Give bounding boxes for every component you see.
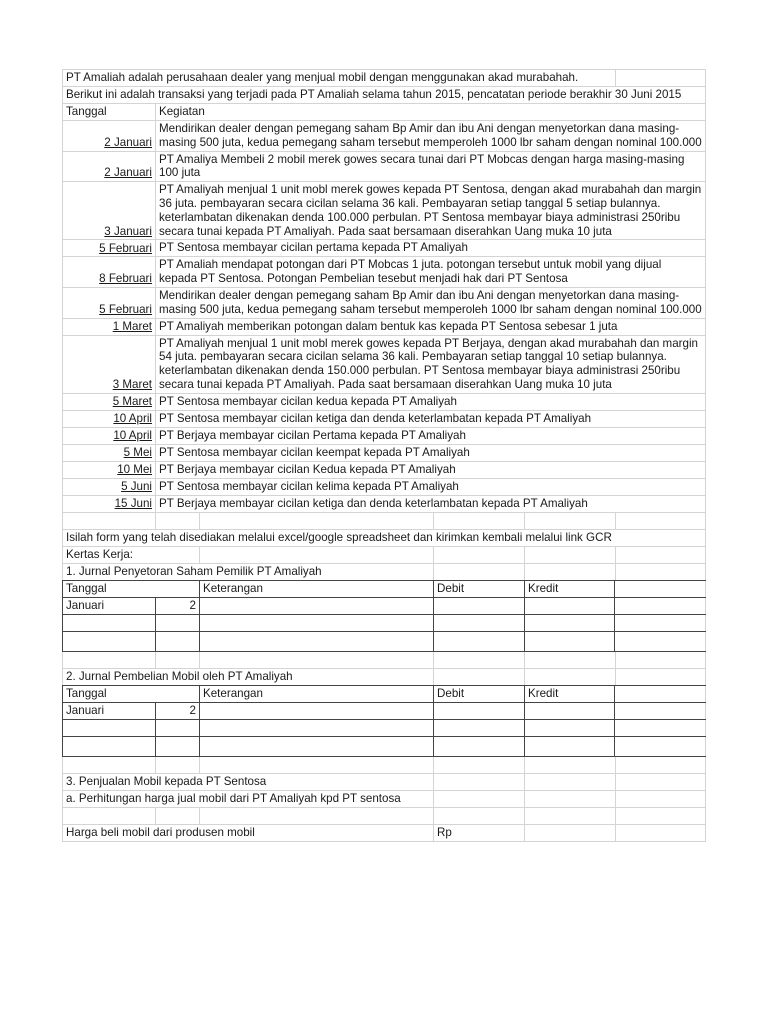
- transaction-text[interactable]: PT Amaliyah menjual 1 unit mobl merek gowes kepada PT Berjaya, dengan akad murabahah dan margin 54 juta. pembayaran secara cicilan selama 36 kali. Pembayaran setiap tanggal 10 setiap bulannya. keterlambatan dikenakan denda 150.000 perbulan. PT Sentosa membayar biaya administrasi 250ribu secara tunai kepada PT Amaliyah. Pada saat bersamaan diserahkan Uang muka 10 juta: [155, 336, 706, 393]
- journal-credit[interactable]: [524, 720, 615, 736]
- transaction-row: [62, 256, 706, 287]
- intro-line-2[interactable]: Berikut ini adalah transaksi yang terjadi pada PT Amaliah selama tahun 2015, pencatatan periode berakhir 30 Juni 2015: [62, 87, 706, 103]
- sheet-row: [62, 563, 706, 580]
- transaction-text[interactable]: PT Sentosa membayar cicilan pertama kepada PT Amaliyah: [155, 240, 706, 256]
- transaction-text[interactable]: PT Sentosa membayar cicilan kedua kepada PT Amaliyah: [155, 394, 706, 410]
- journal-day[interactable]: [155, 737, 199, 756]
- transaction-text[interactable]: PT Berjaya membayar cicilan Kedua kepada PT Amaliyah: [155, 462, 706, 478]
- journal-day[interactable]: [155, 632, 199, 651]
- journal-description-header[interactable]: Keterangan: [199, 581, 433, 597]
- cell[interactable]: [155, 652, 199, 668]
- sheet-row: [62, 529, 706, 546]
- cell[interactable]: [524, 791, 615, 807]
- cell[interactable]: [433, 808, 524, 824]
- journal-1-row: [62, 614, 706, 631]
- cell[interactable]: [615, 669, 706, 685]
- section-3-subtitle[interactable]: a. Perhitungan harga jual mobil dari PT Amaliyah kpd PT sentosa: [62, 791, 433, 807]
- transaction-date[interactable]: 5 Februari: [62, 288, 155, 318]
- cell[interactable]: [615, 632, 706, 651]
- cell[interactable]: [433, 564, 524, 580]
- journal-month[interactable]: [62, 632, 155, 651]
- empty-row: [62, 757, 706, 773]
- cell[interactable]: [62, 513, 155, 529]
- journal-credit[interactable]: [524, 632, 615, 651]
- journal-1-header-row: [62, 580, 706, 597]
- transaction-row: [62, 427, 706, 444]
- journal-1-row: [62, 631, 706, 652]
- purchase-price-label[interactable]: Harga beli mobil dari produsen mobil: [62, 825, 433, 841]
- journal-credit[interactable]: [524, 615, 615, 631]
- sheet-row: [62, 86, 706, 103]
- cell[interactable]: [62, 652, 155, 668]
- activity-header[interactable]: Kegiatan: [155, 104, 706, 120]
- journal-description[interactable]: [199, 703, 433, 719]
- transaction-text[interactable]: Mendirikan dealer dengan pemegang saham Bp Amir dan ibu Ani dengan menyetorkan dana masing-masing 500 juta, kedua pemegang saham tersebut memperoleh 1000 lbr saham dengan nominal 100.000: [155, 288, 706, 318]
- journal-2-row: [62, 736, 706, 757]
- cell[interactable]: [155, 757, 199, 773]
- transaction-row: [62, 461, 706, 478]
- cell[interactable]: [615, 615, 706, 631]
- transaction-row: [62, 151, 706, 182]
- journal-2-row: [62, 702, 706, 719]
- cell[interactable]: [524, 513, 615, 529]
- cell[interactable]: [615, 513, 706, 529]
- worksheet-label[interactable]: Kertas Kerja:: [62, 547, 199, 563]
- cell[interactable]: [615, 808, 706, 824]
- journal-month[interactable]: [62, 737, 155, 756]
- cell[interactable]: [433, 652, 524, 668]
- cell[interactable]: [433, 547, 524, 563]
- transaction-row: [62, 410, 706, 427]
- sheet-end: [62, 841, 706, 842]
- journal-1-title[interactable]: 1. Jurnal Penyetoran Saham Pemilik PT Amaliyah: [62, 564, 433, 580]
- transaction-row: [62, 478, 706, 495]
- transaction-date[interactable]: 5 Maret: [62, 394, 155, 410]
- transaction-text[interactable]: PT Sentosa membayar cicilan kelima kepada PT Amaliyah: [155, 479, 706, 495]
- transaction-text[interactable]: PT Amaliyah memberikan potongan dalam bentuk kas kepada PT Sentosa sebesar 1 juta: [155, 319, 706, 335]
- cell[interactable]: [433, 774, 524, 790]
- transaction-text[interactable]: PT Berjaya membayar cicilan ketiga dan denda keterlambatan kepada PT Amaliyah: [155, 496, 706, 512]
- cell[interactable]: [433, 757, 524, 773]
- journal-2-title[interactable]: 2. Jurnal Pembelian Mobil oleh PT Amaliyah: [62, 669, 433, 685]
- transaction-text[interactable]: PT Berjaya membayar cicilan Pertama kepada PT Amaliyah: [155, 428, 706, 444]
- journal-debit[interactable]: [433, 720, 524, 736]
- transaction-date[interactable]: 10 Mei: [62, 462, 155, 478]
- cell[interactable]: [615, 703, 706, 719]
- sheet-row: [62, 546, 706, 563]
- cell[interactable]: [524, 825, 615, 841]
- journal-debit-header[interactable]: Debit: [433, 686, 524, 702]
- journal-day[interactable]: [155, 720, 199, 736]
- spreadsheet: [62, 69, 706, 842]
- cell[interactable]: [199, 757, 433, 773]
- cell[interactable]: [615, 70, 706, 86]
- transaction-row: [62, 181, 706, 239]
- sheet-row: [62, 824, 706, 841]
- cell[interactable]: [524, 564, 615, 580]
- transaction-row: [62, 287, 706, 318]
- transaction-date[interactable]: 1 Maret: [62, 319, 155, 335]
- transaction-date[interactable]: 10 April: [62, 428, 155, 444]
- journal-debit-header[interactable]: Debit: [433, 581, 524, 597]
- transaction-date[interactable]: 5 Juni: [62, 479, 155, 495]
- journal-description[interactable]: [199, 615, 433, 631]
- transaction-date[interactable]: 5 Mei: [62, 445, 155, 461]
- cell[interactable]: [524, 547, 615, 563]
- sheet-row: [62, 790, 706, 807]
- cell[interactable]: [615, 791, 706, 807]
- transaction-date[interactable]: 2 Januari: [62, 121, 155, 151]
- cell[interactable]: [615, 652, 706, 668]
- journal-month[interactable]: Januari: [62, 703, 155, 719]
- cell[interactable]: [615, 547, 706, 563]
- transaction-text[interactable]: PT Amaliyah menjual 1 unit mobl merek gowes kepada PT Sentosa, dengan akad murabahah dan margin 36 juta. pembayaran secara cicilan selama 36 kali. Pembayaran setiap tanggal 5 setiap bulannya. keterlambatan dikenakan denda 100.000 perbulan. PT Sentosa membayar biaya administrasi 250ribu secara tunai kepada PT Amaliyah. Pada saat bersamaan diserahkan Uang muka 10 juta: [155, 182, 706, 239]
- journal-date-header[interactable]: Tanggal: [62, 686, 199, 702]
- intro-line-1[interactable]: PT Amaliah adalah perusahaan dealer yang menjual mobil dengan menggunakan akad murabahah.: [62, 70, 615, 86]
- journal-credit-header[interactable]: Kredit: [524, 686, 615, 702]
- currency-label[interactable]: Rp: [433, 825, 524, 841]
- journal-1-row: [62, 597, 706, 614]
- journal-credit[interactable]: [524, 703, 615, 719]
- transaction-row: [62, 393, 706, 410]
- transaction-date[interactable]: 10 April: [62, 411, 155, 427]
- cell[interactable]: [524, 808, 615, 824]
- transaction-date[interactable]: 2 Januari: [62, 152, 155, 182]
- journal-description[interactable]: [199, 737, 433, 756]
- cell[interactable]: [615, 564, 706, 580]
- journal-debit[interactable]: [433, 615, 524, 631]
- journal-debit[interactable]: [433, 598, 524, 614]
- journal-credit[interactable]: [524, 737, 615, 756]
- cell[interactable]: [524, 669, 615, 685]
- journal-2-row: [62, 719, 706, 736]
- cell[interactable]: [433, 513, 524, 529]
- transaction-row: [62, 239, 706, 256]
- cell[interactable]: [615, 720, 706, 736]
- transaction-text[interactable]: PT Sentosa membayar cicilan keempat kepada PT Amaliyah: [155, 445, 706, 461]
- sheet-row: [62, 69, 706, 86]
- cell[interactable]: [155, 808, 199, 824]
- cell[interactable]: [62, 757, 155, 773]
- journal-day[interactable]: 2: [155, 598, 199, 614]
- journal-date-header[interactable]: Tanggal: [62, 581, 199, 597]
- cell[interactable]: [615, 598, 706, 614]
- journal-description[interactable]: [199, 720, 433, 736]
- cell[interactable]: [615, 825, 706, 841]
- journal-debit[interactable]: [433, 632, 524, 651]
- transaction-row: [62, 318, 706, 335]
- sheet-row: [62, 773, 706, 790]
- journal-description-header[interactable]: Keterangan: [199, 686, 433, 702]
- journal-debit[interactable]: [433, 703, 524, 719]
- instruction-text[interactable]: Isilah form yang telah disediakan melalui excel/google spreadsheet dan kirimkan kembali melalui link GCR: [62, 530, 706, 546]
- journal-month[interactable]: [62, 720, 155, 736]
- journal-credit-header[interactable]: Kredit: [524, 581, 615, 597]
- journal-day[interactable]: 2: [155, 703, 199, 719]
- cell[interactable]: [155, 513, 199, 529]
- section-3-title[interactable]: 3. Penjualan Mobil kepada PT Sentosa: [62, 774, 433, 790]
- activity-header-row: [62, 103, 706, 120]
- cell[interactable]: [615, 686, 706, 702]
- cell[interactable]: [615, 737, 706, 756]
- empty-row: [62, 652, 706, 668]
- journal-month[interactable]: Januari: [62, 598, 155, 614]
- cell[interactable]: [199, 652, 433, 668]
- cell[interactable]: [433, 791, 524, 807]
- transaction-date[interactable]: 5 Februari: [62, 240, 155, 256]
- transaction-text[interactable]: Mendirikan dealer dengan pemegang saham Bp Amir dan ibu Ani dengan menyetorkan dana masing-masing 500 juta, kedua pemegang saham tersebut memperoleh 1000 lbr saham dengan nominal 100.000: [155, 121, 706, 151]
- journal-description[interactable]: [199, 632, 433, 651]
- cell[interactable]: [199, 547, 433, 563]
- transaction-date[interactable]: 8 Februari: [62, 257, 155, 287]
- date-header[interactable]: Tanggal: [62, 104, 155, 120]
- transaction-text[interactable]: PT Sentosa membayar cicilan ketiga dan denda keterlambatan kepada PT Amaliyah: [155, 411, 706, 427]
- cell[interactable]: [62, 808, 155, 824]
- journal-2-header-row: [62, 685, 706, 702]
- transaction-row: [62, 335, 706, 393]
- cell[interactable]: [433, 669, 524, 685]
- cell[interactable]: [615, 774, 706, 790]
- cell[interactable]: [524, 757, 615, 773]
- cell[interactable]: [615, 581, 706, 597]
- transaction-date[interactable]: 3 Januari: [62, 182, 155, 239]
- cell[interactable]: [524, 774, 615, 790]
- cell[interactable]: [615, 757, 706, 773]
- sheet-row: [62, 668, 706, 685]
- journal-description[interactable]: [199, 598, 433, 614]
- empty-row: [62, 512, 706, 529]
- transaction-text[interactable]: PT Amaliah mendapat potongan dari PT Mobcas 1 juta. potongan tersebut untuk mobil yang dijual kepada PT Sentosa. Potongan Pembelian tesebut menjadi hak dari PT Sentosa: [155, 257, 706, 287]
- transaction-text[interactable]: PT Amaliya Membeli 2 mobil merek gowes secara tunai dari PT Mobcas dengan harga masing-masing 100 juta: [155, 152, 706, 182]
- cell[interactable]: [524, 652, 615, 668]
- journal-credit[interactable]: [524, 598, 615, 614]
- transaction-date[interactable]: 3 Maret: [62, 336, 155, 393]
- transaction-row: [62, 495, 706, 512]
- empty-row: [62, 807, 706, 824]
- journal-day[interactable]: [155, 615, 199, 631]
- cell[interactable]: [199, 808, 433, 824]
- transaction-row: [62, 444, 706, 461]
- journal-debit[interactable]: [433, 737, 524, 756]
- transaction-row: [62, 120, 706, 151]
- journal-month[interactable]: [62, 615, 155, 631]
- transaction-date[interactable]: 15 Juni: [62, 496, 155, 512]
- cell[interactable]: [199, 513, 433, 529]
